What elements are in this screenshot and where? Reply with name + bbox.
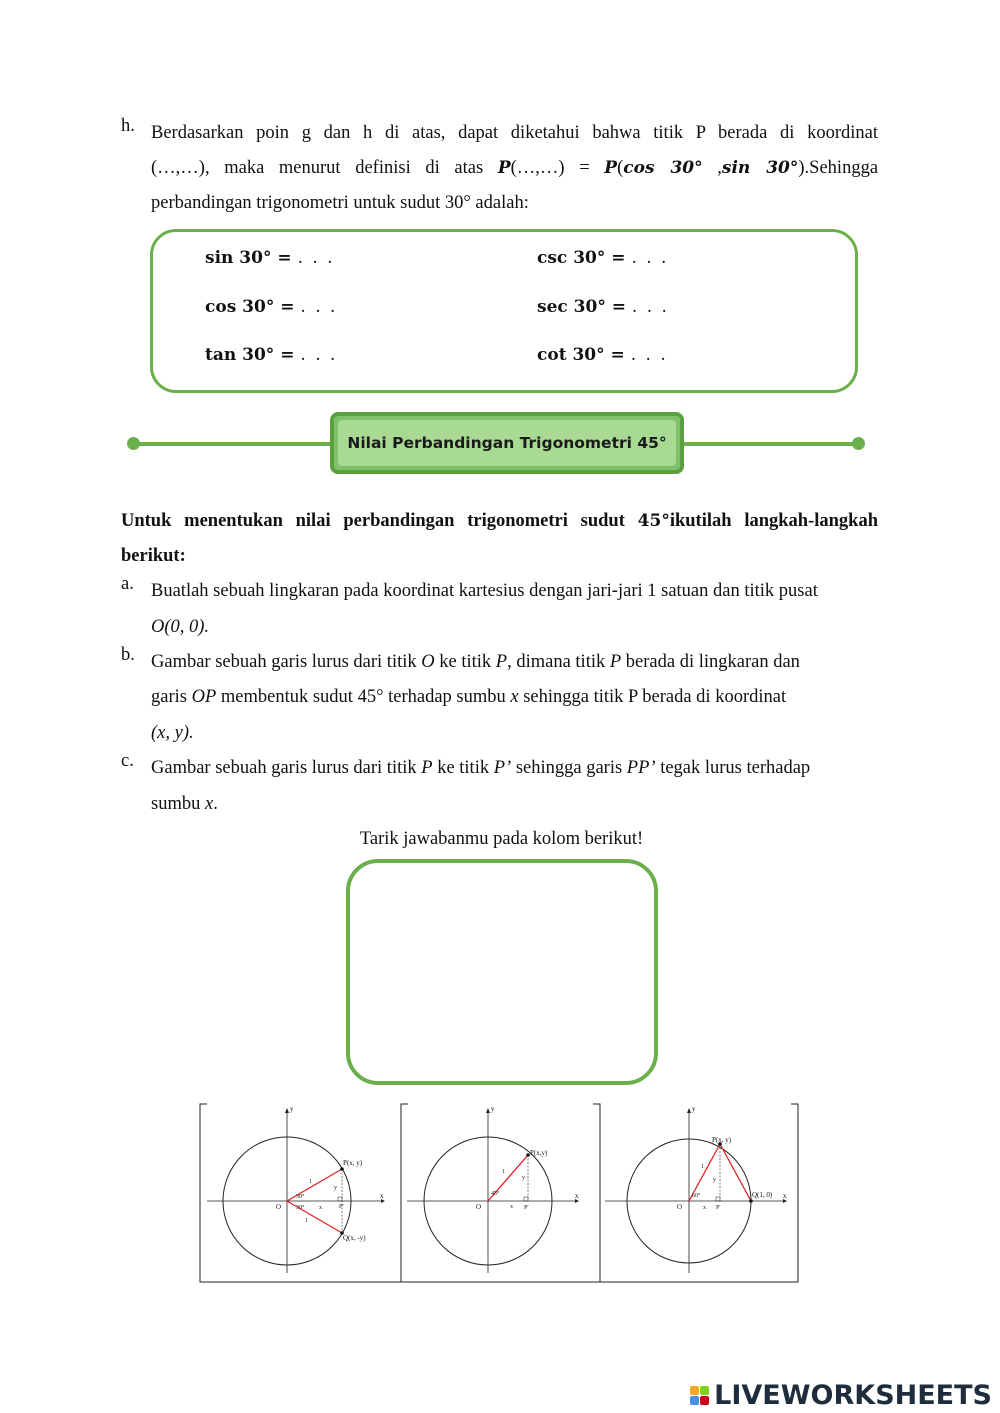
y-arrow-icon (687, 1108, 691, 1113)
step-c-t4: tegak lurus terhadap (660, 758, 811, 778)
item-h-line1: Berdasarkan poin g dan h di atas, dapat diketahui bahwa titik P berada di koordinat (151, 123, 878, 143)
label-p: P(x, y) (343, 1159, 363, 1167)
y-arrow-icon (486, 1108, 490, 1113)
item-h-marker: h. (121, 116, 135, 136)
step-b-l2b: membentuk sudut 45° terhadap sumbu (220, 687, 506, 707)
step-a-line1: Buatlah sebuah lingkaran pada koordinat kartesius dengan jari-jari 1 satuan dan titik pusat (151, 581, 818, 601)
csc-blank: . . . (631, 248, 669, 268)
item-h-line2 (151, 151, 878, 187)
step-c-t2: ke titik (437, 758, 490, 778)
step-b-t1: Gambar sebuah garis lurus dari titik (151, 652, 417, 672)
step-b-l2c: sehingga titik P berada di koordinat (523, 687, 787, 707)
o-symbol: O (421, 652, 435, 672)
label-p: P(x, y) (712, 1136, 732, 1144)
cot-ratio[interactable] (537, 345, 668, 365)
point-q (749, 1199, 753, 1203)
step-a-line2: O(0, 0). (151, 617, 210, 637)
p-symbol: P (421, 758, 433, 778)
right-angle-mark (338, 1197, 342, 1201)
label-p: P(x,y) (530, 1149, 548, 1157)
figure-options (199, 1103, 799, 1283)
label-r1: 1 (309, 1179, 312, 1185)
intro-text-b: ikutilah langkah-langkah (669, 511, 878, 531)
label-x-axis: x (380, 1192, 384, 1200)
sec-label: sec 30° = (537, 297, 626, 317)
cos-expression: cos 30° (623, 158, 703, 178)
op-symbol: OP (191, 687, 217, 707)
label-q: Q(1, 0) (752, 1191, 773, 1199)
comma: , (717, 158, 722, 178)
figure-45-option[interactable] (407, 1105, 579, 1273)
p-prime-symbol: P’ (493, 758, 512, 778)
coord-blank-2: (…,…) = (510, 158, 590, 178)
segment-pq (720, 1144, 751, 1201)
p-symbol: P (497, 158, 511, 178)
step-c-marker: c. (121, 751, 134, 771)
p-symbol: P (495, 652, 508, 672)
label-angle-2: 30° (296, 1205, 305, 1211)
p-symbol: P (609, 652, 622, 672)
step-b-t3: , dimana titik (507, 652, 606, 672)
item-h-line3: perbandingan trigonometri untuk sudut 30° adalah: (151, 193, 529, 213)
sin-expression: sin 30° (721, 158, 799, 178)
step-b-marker: b. (121, 645, 135, 665)
label-x-side: x (703, 1205, 706, 1211)
x-symbol: x (510, 687, 519, 707)
intro-text-a: Untuk menentukan nilai perbandingan trigonometri sudut (121, 511, 625, 531)
label-y-side: y (522, 1175, 525, 1181)
label-r: 1 (502, 1169, 505, 1175)
step-b-line1 (151, 645, 878, 681)
label-r2: 1 (305, 1218, 308, 1224)
label-x-axis: x (575, 1192, 579, 1200)
sin-ratio[interactable] (205, 248, 335, 268)
answer-drop-box[interactable] (346, 859, 658, 1085)
sin-label: sin 30° = (205, 248, 292, 268)
label-x-side: x (510, 1204, 513, 1210)
pp-prime-symbol: PP’ (626, 758, 656, 778)
banner-dot-right (852, 437, 865, 450)
p-symbol-2: P (604, 158, 618, 178)
step-c-line1 (151, 751, 878, 787)
intro-angle: 45° (637, 511, 670, 531)
ratio-box (150, 229, 858, 393)
label-y-axis: y (290, 1105, 294, 1113)
label-p-prime: P' (524, 1205, 529, 1211)
right-angle-mark (524, 1197, 528, 1201)
sin-blank: . . . (297, 248, 335, 268)
label-r: 1 (701, 1164, 704, 1170)
step-b-t4: berada di lingkaran dan (625, 652, 800, 672)
figure-30-option[interactable] (207, 1105, 385, 1273)
step-b-l2a: garis (151, 687, 187, 707)
sehingga-text: ).Sehingga (798, 158, 879, 178)
label-p-prime: P' (339, 1204, 344, 1210)
csc-label: csc 30° = (537, 248, 626, 268)
cot-blank: . . . (630, 345, 668, 365)
tan-label: tan 30° = (205, 345, 295, 365)
right-angle-mark (716, 1197, 720, 1201)
cot-label: cot 30° = (537, 345, 625, 365)
tan-ratio[interactable] (205, 345, 337, 365)
step-b-line3: (x, y). (151, 723, 194, 743)
label-p-prime: P' (716, 1205, 721, 1211)
label-x-axis: x (783, 1192, 787, 1200)
label-angle: 60° (692, 1193, 701, 1199)
step-b-line2 (151, 680, 878, 716)
x-symbol: x (204, 794, 214, 814)
step-a-marker: a. (121, 574, 134, 594)
liveworksheets-logo-icon (690, 1386, 709, 1405)
step-c-t1: Gambar sebuah garis lurus dari titik (151, 758, 417, 778)
label-o: O (276, 1203, 282, 1211)
figure-2-frame (401, 1104, 600, 1282)
label-x-side: x (319, 1205, 322, 1211)
cos-ratio[interactable] (205, 297, 337, 317)
csc-ratio[interactable] (537, 248, 668, 268)
step-c-l2a: sumbu (151, 794, 201, 814)
coord-blank: (…,…), maka menurut definisi di atas (151, 158, 484, 178)
open-paren: ( (617, 158, 624, 178)
figure-1-frame (200, 1104, 408, 1282)
cos-blank: . . . (300, 297, 338, 317)
label-q: Q(x, -y) (343, 1234, 366, 1242)
cos-label: cos 30° = (205, 297, 295, 317)
point-p (340, 1167, 344, 1171)
label-o: O (677, 1203, 683, 1211)
watermark-text: LIVEWORKSHEETS (714, 1380, 992, 1411)
section-banner (330, 412, 684, 474)
sec-ratio[interactable] (537, 297, 669, 317)
period: . (213, 794, 218, 814)
tan-blank: . . . (300, 345, 338, 365)
label-y-axis: y (692, 1105, 696, 1113)
banner-dot-left (127, 437, 140, 450)
liveworksheets-watermark (690, 1380, 992, 1411)
figure-60-option[interactable] (605, 1105, 787, 1273)
label-y-axis: y (491, 1105, 495, 1113)
step-b-t2: ke titik (439, 652, 492, 672)
label-o: O (476, 1203, 482, 1211)
section-title: Nilai Perbandingan Trigonometri 45° (338, 420, 676, 466)
intro-line2: berikut: (121, 546, 186, 566)
step-c-line2 (151, 787, 878, 823)
label-angle: 45° (491, 1191, 500, 1197)
step-c-t3: sehingga garis (515, 758, 623, 778)
instruction: Tarik jawabanmu pada kolom berikut! (359, 829, 644, 849)
sec-blank: . . . (631, 297, 669, 317)
label-y-side: y (334, 1185, 337, 1191)
y-arrow-icon (285, 1108, 289, 1113)
label-angle-1: 30° (296, 1194, 305, 1200)
intro-line1 (121, 504, 878, 540)
label-y-side: y (713, 1177, 716, 1183)
